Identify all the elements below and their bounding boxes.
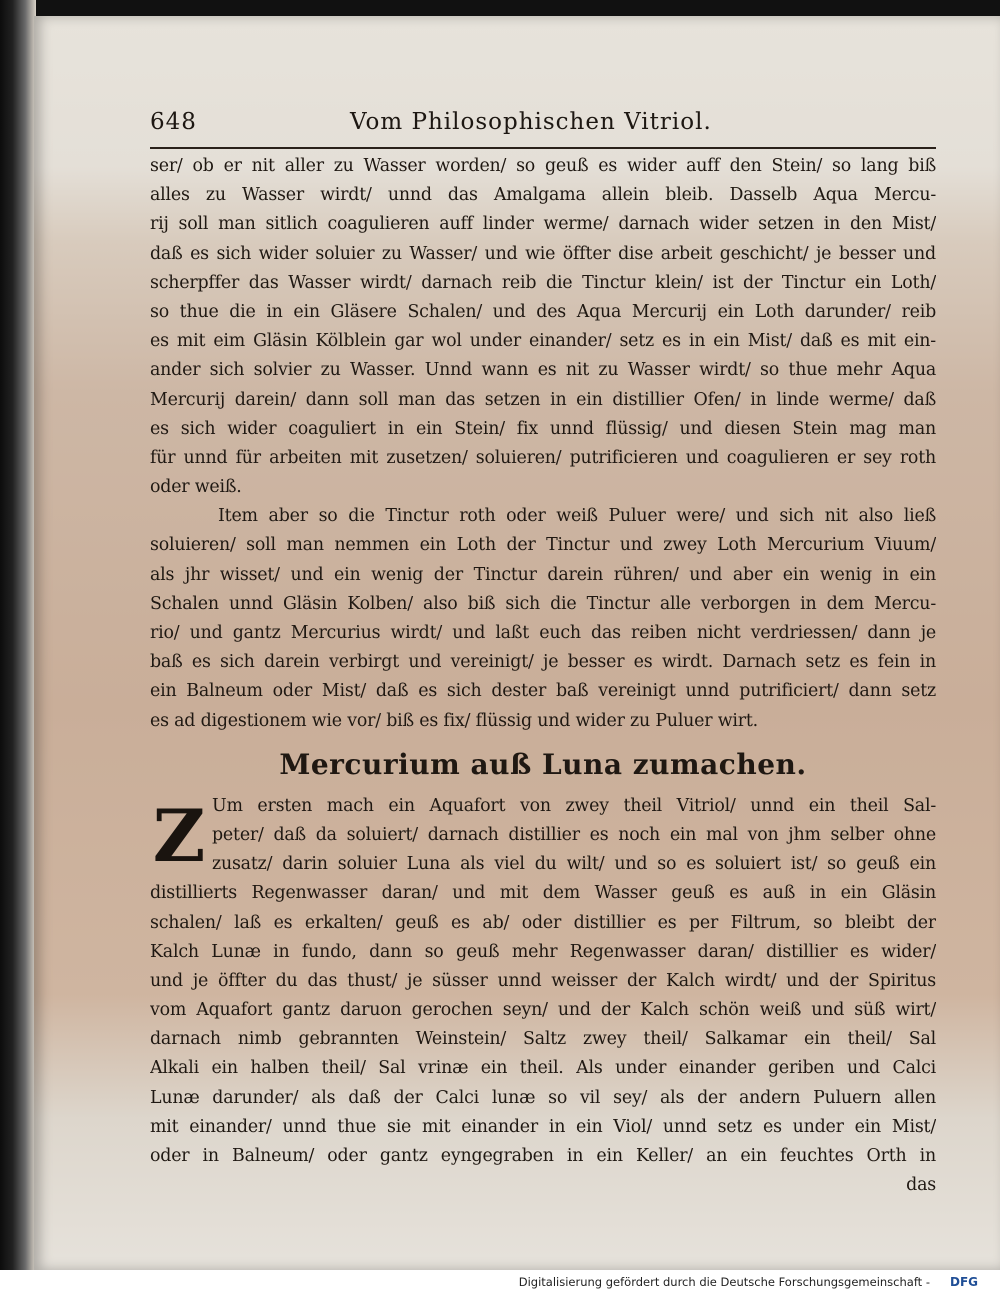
text-line: es ad digestionem wie vor/ biß es fix/ flüssig und wider zu Puluer wirt. xyxy=(150,710,758,731)
paragraph-1 xyxy=(150,152,936,502)
header-rule xyxy=(150,147,936,149)
text-line: Item aber so die Tinctur roth oder weiß Puluer were/ und sich nit also ließ xyxy=(218,506,936,527)
page-number: 648 xyxy=(150,109,197,135)
text-line: baß es sich darein verbirgt und vereinigt/ je besser es wirdt. Darnach setz es fein in xyxy=(150,652,936,673)
text-line: ser/ ob er nit aller zu Wasser worden/ so geuß es wider auff den Stein/ so lang biß xyxy=(150,156,936,176)
text-line: daß es sich wider soluier zu Wasser/ und wie öffter dise arbeit geschicht/ je besser und xyxy=(150,243,936,264)
text-line: oder in Balneum/ oder gantz eyngegraben in ein Keller/ an ein feuchtes Orth in xyxy=(150,1146,936,1166)
text-line: und je öffter du das thust/ je süsser unnd weisser der Kalch wirdt/ und der Spiritus xyxy=(150,970,936,991)
text-line: rio/ und gantz Mercurius wirdt/ und laßt euch das reiben nicht verdriessen/ dann je xyxy=(150,623,936,643)
text-line: Lunæ darunder/ als daß der Calci lunæ so vil sey/ als der andern Puluern allen xyxy=(150,1087,936,1108)
text-line: darnach nimb gebrannten Weinstein/ Saltz zwey theil/ Salkamar ein theil/ Sal xyxy=(150,1029,936,1050)
section-body xyxy=(150,792,936,1201)
dfg-logo-icon: DFG xyxy=(949,1275,978,1289)
text-line: distillierts Regenwasser daran/ und mit dem Wasser geuß es auß in ein Gläsin xyxy=(150,883,936,904)
text-line: Schalen unnd Gläsin Kolben/ also biß sich die Tinctur alle verborgen in dem Mercu- xyxy=(150,593,936,614)
running-title: Vom Philosophischen Vitriol. xyxy=(350,109,712,135)
text-line: peter/ daß da soluiert/ darnach distillier es noch ein mal von jhm selber ohne xyxy=(212,824,936,845)
text-line: es mit eim Gläsin Kölblein gar wol under einander/ setz es in ein Mist/ daß es mit ein- xyxy=(150,331,936,352)
text-line: Um ersten mach ein Aquafort von zwey theil Vitriol/ unnd ein theil Sal- xyxy=(212,795,936,816)
text-line: Mercurij darein/ dann soll man das setzen in ein distillier Ofen/ in linde werme/ daß xyxy=(150,389,936,410)
section-heading: Mercurium auß Luna zumachen. xyxy=(279,747,807,781)
text-line: schalen/ laß es erkalten/ geuß es ab/ oder distillier es per Filtrum, so bleibt der xyxy=(150,912,936,933)
text-line: als jhr wisset/ und ein wenig der Tinctur darein rühren/ und aber ein wenig in ein xyxy=(150,564,936,585)
text-line: soluieren/ soll man nemmen ein Loth der Tinctur und zwey Loth Mercurium Viuum/ xyxy=(150,535,936,556)
text-line: Alkali ein halben theil/ Sal vrinæ ein theil. Als under einander geriben und Calci xyxy=(150,1058,936,1079)
text-line: rij soll man sitlich coagulieren auff linder werme/ darnach wider setzen in den Mist/ xyxy=(150,214,936,235)
text-line: alles zu Wasser wirdt/ unnd das Amalgama allein bleib. Dasselb Aqua Mercu- xyxy=(150,185,936,206)
scan-edge xyxy=(0,0,36,1270)
text-block xyxy=(150,152,936,1200)
footer-bar xyxy=(0,1270,1000,1296)
drop-cap: Z xyxy=(152,792,206,878)
text-line: für unnd für arbeiten mit zusetzen/ soluieren/ putrificieren und coagulieren er sey roth xyxy=(150,447,936,468)
text-line: scherpffer das Wasser wirdt/ darnach reib die Tinctur klein/ ist der Tinctur ein Loth/ xyxy=(150,272,936,293)
text-line: es sich wider coaguliert in ein Stein/ fix unnd flüssig/ und diesen Stein mag man xyxy=(150,418,936,439)
text-line: vom Aquafort gantz daruon gerochen seyn/ und der Kalch schön weiß und süß wirt/ xyxy=(150,1000,936,1021)
text-line: mit einander/ unnd thue sie mit einander in ein Viol/ unnd setz es under ein Mist/ xyxy=(150,1116,936,1137)
text-line: Kalch Lunæ in fundo, dann so geuß mehr Regenwasser daran/ distillier es wider/ xyxy=(150,941,936,962)
text-line: ein Balneum oder Mist/ daß es sich dester baß vereinigt unnd putrificiert/ dann setz xyxy=(150,681,936,702)
text-line: oder weiß. xyxy=(150,477,242,498)
paragraph-2 xyxy=(150,502,936,736)
catchword: das xyxy=(906,1175,936,1196)
funding-notice: Digitalisierung gefördert durch die Deutsche Forschungsgemeinschaft - xyxy=(518,1275,930,1289)
page-header xyxy=(150,103,936,143)
text-line: ander sich solvier zu Wasser. Unnd wann es nit zu Wasser wirdt/ so thue mehr Aqua xyxy=(150,360,936,381)
text-line: so thue die in ein Gläsere Schalen/ und des Aqua Mercurij ein Loth darunder/ reib xyxy=(150,301,936,322)
text-line: zusatz/ darin soluier Luna als viel du wilt/ und so es soluiert ist/ so geuß ein xyxy=(212,854,936,875)
